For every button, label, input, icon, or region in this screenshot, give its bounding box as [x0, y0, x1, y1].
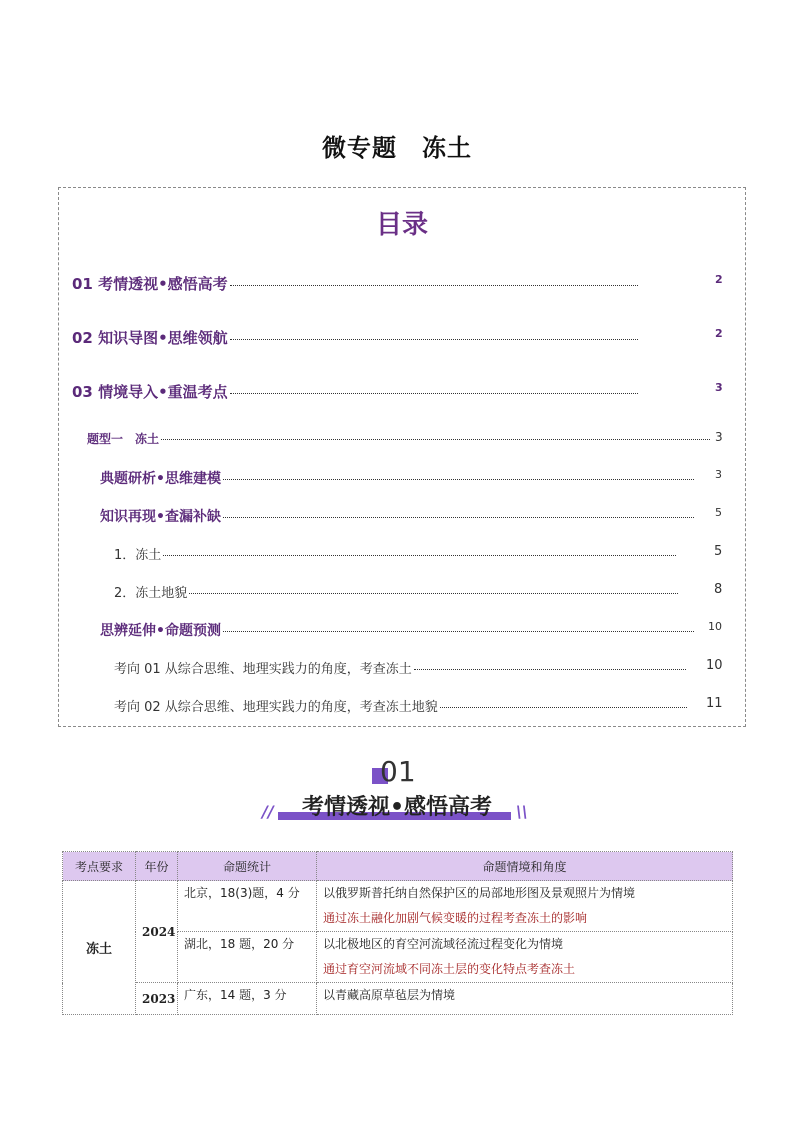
year-cell: 2024	[136, 881, 178, 983]
stat-cell: 北京，18(3)题，4 分	[178, 881, 317, 932]
toc-entry[interactable]: 典题研析•思维建模 3	[100, 468, 722, 487]
toc-entry[interactable]: 1．冻土 5	[114, 544, 723, 563]
document-title: 微专题 冻土	[322, 134, 472, 162]
exam-requirements-table	[62, 851, 733, 1015]
left-slash-decoration: //	[262, 802, 274, 821]
toc-entry[interactable]: 考向 02 从综合思维、地理实践力的角度，考查冻土地貌 11	[114, 696, 723, 715]
toc-entry[interactable]: 思辨延伸•命题预测 10	[100, 620, 722, 639]
context-cell: 以北极地区的育空河流域径流过程变化为情境 通过育空河流域不同冻土层的变化特点考查冻土	[317, 932, 733, 983]
table-row	[63, 881, 733, 932]
table-of-contents	[58, 187, 746, 727]
column-header: 命题统计	[178, 852, 317, 881]
stat-cell: 湖北，18 题，20 分	[178, 932, 317, 983]
column-header: 命题情境和角度	[317, 852, 733, 881]
toc-entry[interactable]: 题型一 冻土 3	[87, 430, 723, 446]
toc-heading: 目录	[375, 210, 428, 240]
year-cell: 2023	[136, 983, 178, 1015]
stat-cell: 广东，14 题，3 分	[178, 983, 317, 1015]
right-slash-decoration: \\	[516, 802, 528, 821]
toc-entry[interactable]: 01 考情透视•感悟高考 2	[72, 273, 723, 293]
toc-entry[interactable]: 考向 01 从综合思维、地理实践力的角度，考查冻土 10	[114, 658, 723, 677]
column-header: 年份	[136, 852, 178, 881]
table-header-row	[63, 852, 733, 881]
toc-entry[interactable]: 02 知识导图•思维领航 2	[72, 327, 723, 347]
toc-entry[interactable]: 2．冻土地貌 8	[114, 582, 723, 601]
table-row	[63, 983, 733, 1015]
context-cell: 以青藏高原草毡层为情境	[317, 983, 733, 1015]
column-header: 考点要求	[63, 852, 136, 881]
context-cell: 以俄罗斯普托纳自然保护区的局部地形图及景观照片为情境 通过冻土融化加剧气候变暖的过程考查冻土的影响	[317, 881, 733, 932]
toc-entry[interactable]: 知识再现•查漏补缺 5	[100, 506, 722, 525]
section-title: 考情透视•感悟高考	[301, 795, 493, 820]
topic-cell: 冻土	[63, 881, 136, 1015]
section-number: 01	[380, 755, 416, 788]
toc-entry[interactable]: 03 情境导入•重温考点 3	[72, 381, 723, 401]
